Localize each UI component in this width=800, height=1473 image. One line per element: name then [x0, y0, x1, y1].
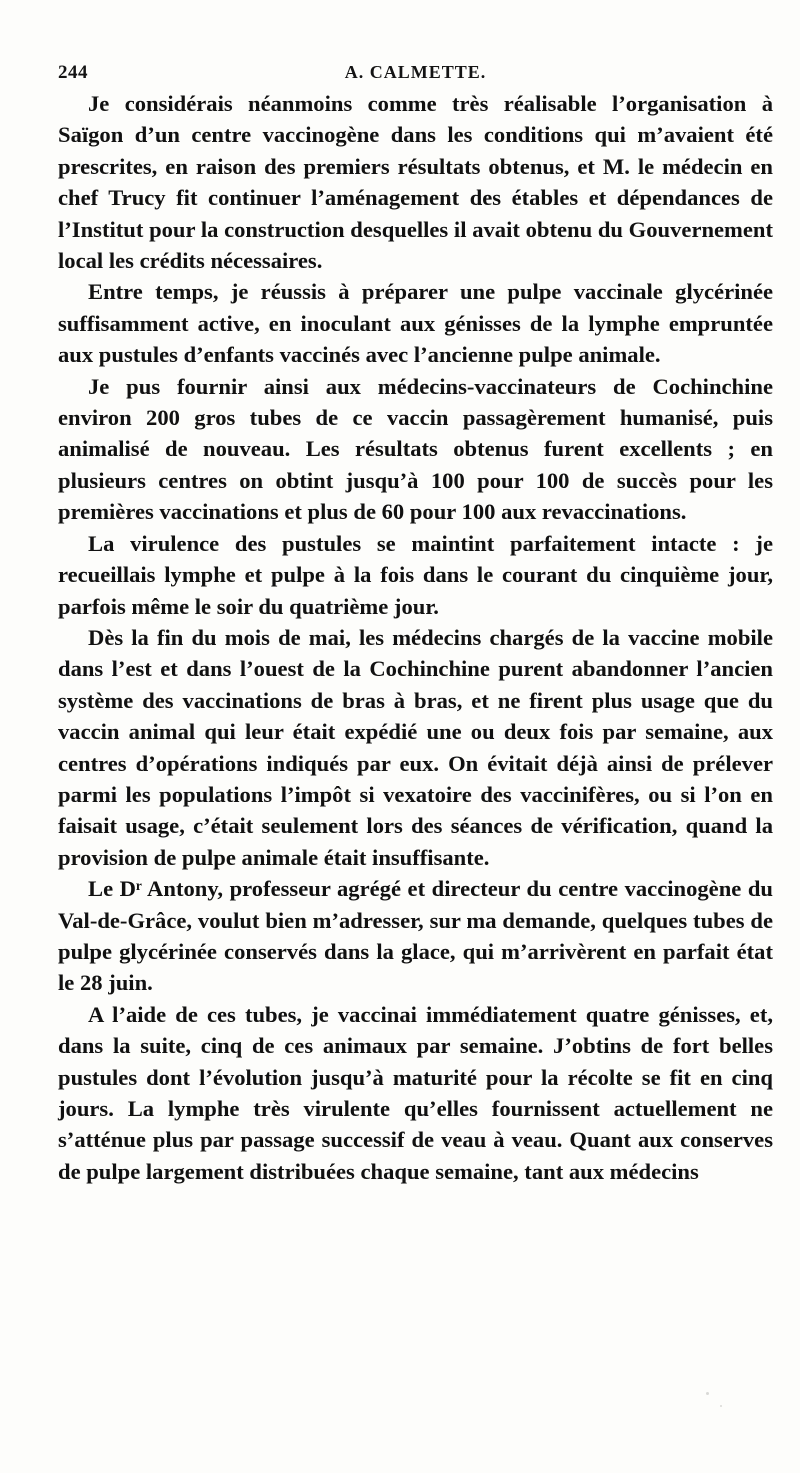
running-head: A. CALMETTE.	[344, 62, 487, 82]
body-text	[58, 88, 773, 1187]
paragraph: La virulence des pustules se maintint parfaitement intacte : je recueillais lymphe et pulpe à la fois dans le courant du cinquième jour, parfois même le soir du quatrième jour.	[58, 530, 773, 619]
paragraph: Je considérais néanmoins comme très réalisable l’organisation à Saïgon d’un centre vaccinogène dans les conditions qui m’avaient été prescrites, en raison des premiers résultats obtenus, et M. le médecin en chef Trucy fit continuer l’aménagement des étables et dépendances de l’Institut pour la construction desquelles il avait obtenu du Gouvernement local les crédits nécessaires.	[58, 91, 773, 274]
page-header	[58, 62, 773, 90]
page-number: 244	[58, 62, 88, 83]
paragraph: Entre temps, je réussis à préparer une pulpe vaccinale glycérinée suffisamment active, en inoculant aux génisses de la lymphe empruntée aux pustules d’enfants vaccinés avec l’ancienne pulpe animale.	[58, 279, 773, 368]
print-speck	[720, 1405, 722, 1407]
paragraph: Dès la fin du mois de mai, les médecins chargés de la vaccine mobile dans l’est et dans l’ouest de la Cochinchine purent abandonner l’ancien système des vaccinations de bras à bras, et ne firent plus usage que du vaccin animal qui leur était expédié une ou deux fois par semaine, aux centres d’opérations indiqués par eux. On évitait déjà ainsi de prélever parmi les populations l’impôt si vexatoire des vaccinifères, ou si l’on en faisait usage, c’était seulement lors des séances de vérification, quand la provision de pulpe animale était insuffisante.	[58, 624, 773, 870]
paragraph: Je pus fournir ainsi aux médecins-vaccinateurs de Cochinchine environ 200 gros tubes de ce vaccin passagèrement humanisé, puis animalisé de nouveau. Les résultats obtenus furent excellents ; en plusieurs centres on obtint jusqu’à 100 pour 100 de succès pour les premières vaccinations et plus de 60 pour 100 aux revaccinations.	[58, 373, 773, 525]
paragraph: Le Dʳ Antony, professeur agrégé et directeur du centre vaccinogène du Val-de-Grâce, voulut bien m’adresser, sur ma demande, quelques tubes de pulpe glycérinée conservés dans la glace, qui m’arrivèrent en parfait état le 28 juin.	[58, 876, 773, 996]
paragraph: A l’aide de ces tubes, je vaccinai immédiatement quatre génisses, et, dans la suite, cinq de ces animaux par semaine. J’obtins de fort belles pustules dont l’évolution jusqu’à maturité pour la récolte se fit en cinq jours. La lymphe très virulente qu’elles fournissent actuellement ne s’atténue plus par passage successif de veau à veau. Quant aux conserves de pulpe largement distribuées chaque semaine, tant aux médecins	[58, 1001, 773, 1184]
print-speck	[706, 1392, 709, 1395]
